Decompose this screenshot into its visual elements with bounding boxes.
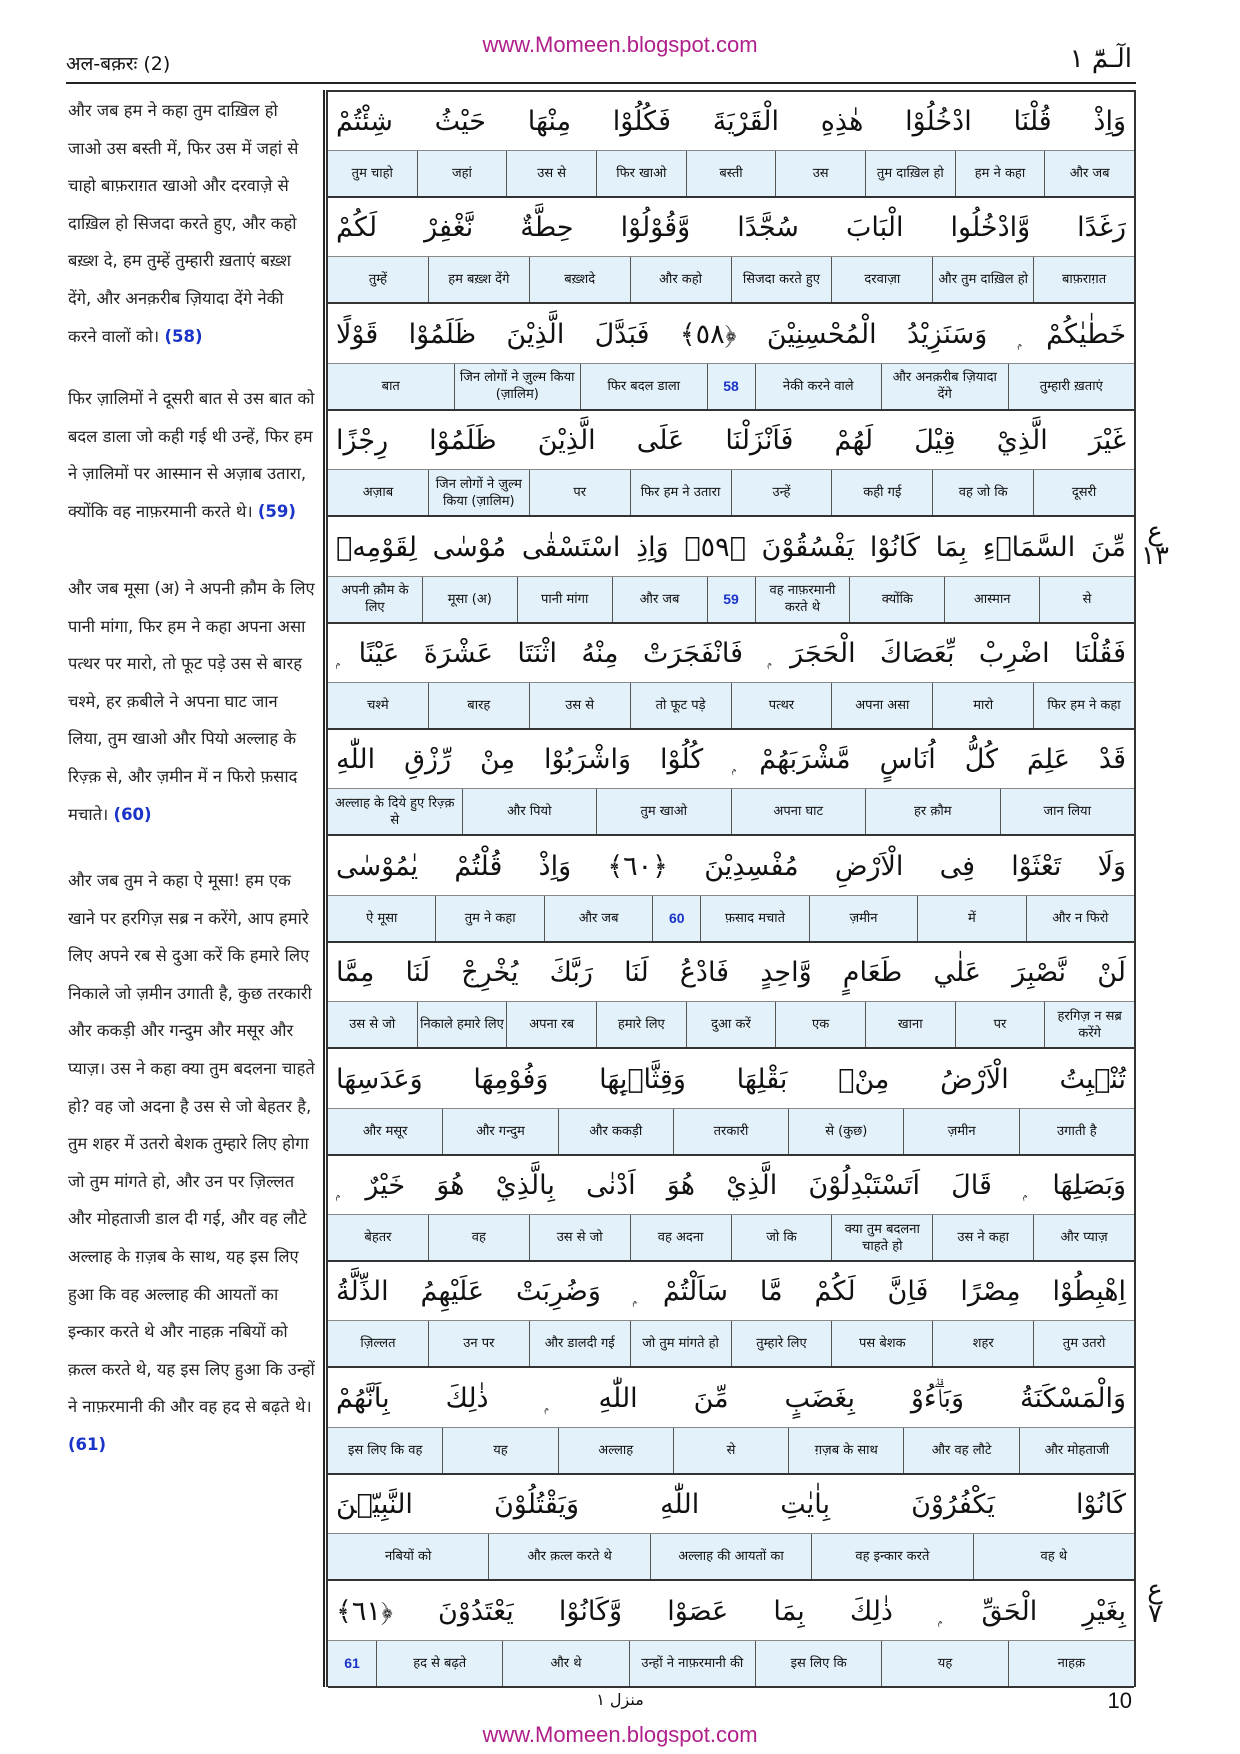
translation-paragraph-61: और जब तुम ने कहा ऐ मूसा! हम एक खाने पर हरगिज़ सब्र न करेंगे, आप हमारे लिए अपने रब से दुआ करें कि हमारे लिए निकाले जो ज़मीन उगाती है, कुछ तरकारी और ककड़ी और गन्दुम और मसूर और प्याज़। उस ने कहा क्या तुम बदलना चाहते हो? वह जो अदना है उस से जो बेहतर है, तुम शहर में उतरो बेशक तुम्हारे लिए होगा जो तुम मांगते हो, और उन पर ज़िल्लत और मोहताजी डाल दी गई, और वह लौटे अल्लाह के ग़ज़ब के साथ, यह इस लिए हुआ कि वह अल्लाह की आयतों का इन्कार करते थे और नाहक़ नबियों को क़त्ल करते थे, यह इस लिए हुआ कि उन्हों ने नाफ़रमानी की और वह हद से बढ़ते थे। (61) [68, 871, 315, 1454]
meaning-row [328, 896, 1134, 943]
meaning-cell: हर क़ौम [865, 789, 1000, 834]
meaning-cell: से [1039, 577, 1134, 622]
meaning-cell: वह नाफ़रमानी करते थे [755, 577, 850, 622]
meaning-cell: वह जो कि [932, 470, 1033, 515]
verse-number: (60) [113, 804, 152, 824]
meaning-row [328, 577, 1134, 624]
meaning-cell: यह [442, 1428, 557, 1473]
meaning-cell: और क़त्ल करते थे [488, 1534, 649, 1579]
meaning-cell: फिर खाओ [596, 151, 686, 196]
meaning-cell: क्योंकि [849, 577, 944, 622]
meaning-cell: और गन्दुम [442, 1109, 557, 1154]
meaning-cell: ज़मीन [903, 1109, 1018, 1154]
meaning-cell: पर [955, 1002, 1045, 1047]
meaning-cell: हम बख़्श देंगे [428, 257, 529, 302]
meaning-cell: उस से [506, 151, 596, 196]
meaning-cell: अपना असा [831, 683, 932, 728]
arabic-line: وَبَصَلِهَا ۭ قَالَ اَتَسْتَبْدِلُوْنَ الَّذِيْ هُوَ اَدْنٰى بِالَّذِيْ هُوَ خَيْرٌ ۭ [328, 1156, 1134, 1215]
ruku-mark: ع ۱۳ [1141, 517, 1169, 571]
meaning-cell: मूसा (अ) [422, 577, 517, 622]
header-rule [66, 82, 1136, 84]
arabic-line: فَقُلْنَا اضْرِبْ بِّعَصَاكَ الْحَجَرَ ۭ فَانْفَجَرَتْ مِنْهُ اثْنَتَا عَشْرَةَ عَيْنًا ۭ [328, 624, 1134, 683]
meaning-cell: और अनक़रीब ज़ियादा देंगे [881, 364, 1008, 409]
meaning-cell: उन्हों ने नाफ़रमानी की [629, 1641, 755, 1686]
arabic-line: كَانُوْا يَكْفُرُوْنَ بِاٰيٰتِ اللّٰهِ وَيَقْتُلُوْنَ النَّبِيّٖنَ [328, 1475, 1134, 1534]
meaning-cell: सिजदा करते हुए [731, 257, 832, 302]
meaning-cell: बाफ़राग़त [1033, 257, 1134, 302]
meaning-cell: ऐ मूसा [366, 910, 398, 926]
meaning-cell: और प्याज़ [1033, 1215, 1134, 1260]
meaning-cell: शहर [932, 1321, 1033, 1366]
meaning-cell: आस्मान [944, 577, 1039, 622]
translation-paragraph-59: फिर ज़ालिमों ने दूसरी बात से उस बात को बदल डाला जो कही गई थी उन्हें, फिर हम ने ज़ालिमों पर आस्मान से अज़ाब उतारा, क्योंकि वह नाफ़रमानी करते थे। (59) [68, 389, 315, 521]
meaning-row [328, 470, 1134, 517]
meaning-row [328, 1002, 1134, 1049]
verse-number-cell: 59 [707, 577, 755, 622]
meaning-cell: तुम दाख़िल हो [865, 151, 955, 196]
meaning-cell: फिर हम ने कहा [1033, 683, 1134, 728]
meaning-cell: जो कि [731, 1215, 832, 1260]
meaning-row [328, 683, 1134, 730]
arabic-line: مِّنَ السَّمَاۗءِ بِمَا كَانُوْا يَفْسُقُوْنَ ﴿٥٩﴾ وَاِذِ اسْتَسْقٰى مُوْسٰى لِقَوْمِهٖ [328, 518, 1134, 577]
translation-paragraph-60: और जब मूसा (अ) ने अपनी क़ौम के लिए पानी मांगा, फिर हम ने कहा अपना असा पत्थर पर मारो, तो फूट पड़े उस से बारह चश्मे, हर क़बीले ने अपना घाट जान लिया, तुम खाओ और पियो अल्लाह के रिज़्क़ से, और ज़मीन में न फिरो फ़साद मचाते। (60) [68, 579, 315, 824]
arabic-line: قَدْ عَلِمَ كُلُّ اُنَاسٍ مَّشْرَبَهُمْ ۭ كُلُوْا وَاشْرَبُوْا مِنْ رِّزْقِ اللّٰهِ [328, 730, 1134, 789]
meaning-cell: और जब [544, 896, 652, 941]
meaning-cell: जहां [417, 151, 507, 196]
meaning-row [328, 1215, 1134, 1262]
meaning-cell: कही गई [831, 470, 932, 515]
meaning-cell: यह [881, 1641, 1007, 1686]
meaning-cell: अल्लाह की आयतों का [650, 1534, 811, 1579]
meaning-cell: ज़िल्लत [360, 1336, 396, 1352]
meaning-cell: वह इन्कार करते [811, 1534, 972, 1579]
meaning-cell: इस लिए कि वह [347, 1442, 423, 1458]
meaning-cell: उन्हें [731, 470, 832, 515]
meaning-cell: जो तुम मांगते हो [630, 1321, 731, 1366]
meaning-cell: अज़ाब [362, 485, 394, 501]
meaning-cell: तुम्हें [368, 272, 388, 288]
meaning-cell: जान लिया [1000, 789, 1135, 834]
meaning-cell: और मोहताजी [1019, 1428, 1134, 1473]
meaning-cell: एक [775, 1002, 865, 1047]
meaning-cell: क्या तुम बदलना चाहते हो [831, 1215, 932, 1260]
meaning-cell: पानी मांगा [517, 577, 612, 622]
meaning-cell: निकाले हमारे लिए [417, 1002, 507, 1047]
meaning-cell: मारो [932, 683, 1033, 728]
meaning-cell: बात [381, 378, 400, 394]
meaning-cell: से (कुछ) [788, 1109, 903, 1154]
meaning-cell: और ककड़ी [558, 1109, 673, 1154]
meaning-cell: तुम ने कहा [435, 896, 543, 941]
meaning-cell: उस ने कहा [932, 1215, 1033, 1260]
meaning-cell: तुम उतरो [1033, 1321, 1134, 1366]
meaning-cell: उस से जो [349, 1017, 396, 1033]
meaning-cell: खाना [865, 1002, 955, 1047]
meaning-cell: जिन लोगों ने ज़ुल्म किया (ज़ालिम) [454, 364, 581, 409]
meaning-cell: वह अदना [630, 1215, 731, 1260]
meaning-cell: और पियो [462, 789, 597, 834]
translation-paragraph-58: और जब हम ने कहा तुम दाख़िल हो जाओ उस बस्ती में, फिर उस में जहां से चाहो बाफ़राग़त खाओ और दरवाज़े से दाख़िल हो सिजदा करते हुए, और कहो बख़्श दे, हम तुम्हें तुम्हारी ख़ताएं बख़्श देंगे, और अनक़रीब ज़ियादा देंगे नेकी करने वालों को। (58) [68, 101, 299, 346]
meaning-cell: तरकारी [673, 1109, 788, 1154]
meaning-cell: पर [529, 470, 630, 515]
meaning-row [328, 1428, 1134, 1475]
meaning-cell: और तुम दाख़िल हो [932, 257, 1033, 302]
meaning-row [328, 1534, 1134, 1581]
arabic-line: تُنْۢبِتُ الْاَرْضُ مِنْۢ بَقْلِهَا وَقِثَّاۗىِٕهَا وَفُوْمِهَا وَعَدَسِهَا [328, 1050, 1134, 1109]
meaning-cell: और डालदी गई [529, 1321, 630, 1366]
meaning-cell: फ़साद मचाते [700, 896, 808, 941]
meaning-cell: दूसरी [1033, 470, 1134, 515]
verse-number-cell: 61 [344, 1654, 360, 1671]
meaning-cell: फिर हम ने उतारा [630, 470, 731, 515]
meaning-row [328, 1641, 1134, 1688]
page-number: 10 [1107, 1688, 1132, 1713]
meaning-cell: अल्लाह [558, 1428, 673, 1473]
translation-column [66, 92, 316, 1692]
meaning-cell: तुम्हारी ख़ताएं [1008, 364, 1135, 409]
meaning-cell: इस लिए कि [755, 1641, 881, 1686]
meaning-cell: बस्ती [686, 151, 776, 196]
meaning-cell: ग़ज़ब के साथ [788, 1428, 903, 1473]
meaning-cell: हरगिज़ न सब्र करेंगे [1044, 1002, 1134, 1047]
arabic-line: اِهْبِطُوْا مِصْرًا فَاِنَّ لَكُمْ مَّا سَاَلْتُمْ ۭ وَضُرِبَتْ عَلَيْهِمُ الذِّلَّةُ [328, 1262, 1134, 1321]
arabic-line: رَغَدًا وَّادْخُلُوا الْبَابَ سُجَّدًا وَّقُوْلُوْا حِطَّةٌ نَّغْفِرْ لَكُمْ [328, 198, 1134, 257]
meaning-cell: जिन लोगों ने ज़ुल्म किया (ज़ालिम) [428, 470, 529, 515]
meaning-cell: अल्लाह के दिये हुए रिज़्क़ से [335, 795, 455, 828]
site-url-top[interactable]: www.Momeen.blogspot.com [482, 32, 758, 57]
meaning-cell: तुम्हारे लिए [731, 1321, 832, 1366]
meaning-cell: बख़्शदे [529, 257, 630, 302]
meaning-cell: अपनी क़ौम के लिए [341, 583, 409, 616]
meaning-cell: और मसूर [362, 1123, 408, 1139]
verse-number: (58) [164, 326, 203, 346]
meaning-cell: नबियों को [384, 1549, 432, 1565]
meaning-cell: वह थे [973, 1534, 1134, 1579]
verse-number-cell: 60 [652, 896, 700, 941]
meaning-cell: हमारे लिए [596, 1002, 686, 1047]
meaning-row [328, 1109, 1134, 1156]
surah-title-hindi: अल-बक़रः (2) [66, 53, 171, 75]
meaning-cell: उस से जो [529, 1215, 630, 1260]
meaning-cell: से [673, 1428, 788, 1473]
meaning-cell: हम ने कहा [955, 151, 1045, 196]
arabic-line: لَنْ نَّصْبِرَ عَلٰي طَعَامٍ وَّاحِدٍ فَادْعُ لَنَا رَبَّكَ يُخْرِجْ لَنَا مِمَّا [328, 943, 1134, 1002]
meaning-cell: और न फिरो [1026, 896, 1134, 941]
manzil-label: منزل ۱ [596, 1690, 644, 1709]
arabic-line: غَيْرَ الَّذِيْ قِيْلَ لَهُمْ فَاَنْزَلْنَا عَلَى الَّذِيْنَ ظَلَمُوْا رِجْزًا [328, 411, 1134, 470]
meaning-row [328, 789, 1134, 836]
meaning-cell: दरवाज़ा [831, 257, 932, 302]
meaning-cell: और कहो [630, 257, 731, 302]
arabic-line: وَلَا تَعْثَوْا فِى الْاَرْضِ مُفْسِدِيْنَ ﴿٦٠﴾ وَاِذْ قُلْتُمْ يٰمُوْسٰى [328, 837, 1134, 896]
meaning-cell: तुम चाहो [351, 166, 393, 181]
meaning-row [328, 1321, 1134, 1368]
meaning-row [328, 151, 1134, 198]
meaning-cell: ज़मीन [809, 896, 917, 941]
meaning-cell: उगाती है [1019, 1109, 1134, 1154]
meaning-cell: उन पर [428, 1321, 529, 1366]
meaning-cell: बारह [428, 683, 529, 728]
meaning-cell: नेकी करने वाले [755, 364, 882, 409]
meaning-cell: और जब [1044, 151, 1134, 196]
juz-title-arabic: الٓـمّٓ ۱ [1069, 44, 1132, 74]
column-divider [323, 90, 325, 1687]
verse-number-cell: 58 [707, 364, 755, 409]
verse-number: (59) [257, 501, 296, 521]
meaning-row [328, 257, 1134, 304]
meaning-cell: चश्मे [367, 698, 389, 713]
meaning-cell: अपना रब [506, 1002, 596, 1047]
meaning-cell: वह [428, 1215, 529, 1260]
meaning-row [328, 364, 1134, 411]
meaning-cell: हद से बढ़ते [376, 1641, 502, 1686]
ruku-mark: ع ۷ [1147, 1575, 1163, 1629]
meaning-cell: और जब [612, 577, 707, 622]
meaning-cell: तो फूट पड़े [630, 683, 731, 728]
meaning-cell: पस बेशक [831, 1321, 932, 1366]
meaning-cell: उस [775, 151, 865, 196]
verse-number: (61) [68, 1434, 107, 1454]
meaning-cell: में [917, 896, 1025, 941]
meaning-cell: दुआ करें [686, 1002, 776, 1047]
meaning-cell: तुम खाओ [596, 789, 731, 834]
word-by-word-table [326, 90, 1136, 1687]
arabic-line: بِغَيْرِ الْحَقِّ ۭ ذٰلِكَ بِمَا عَصَوْا وَّكَانُوْا يَعْتَدُوْنَ ﴿٦١﴾ [328, 1582, 1134, 1641]
arabic-line: وَاِذْ قُلْنَا ادْخُلُوْا هٰذِهِ الْقَرْيَةَ فَكُلُوْا مِنْهَا حَيْثُ شِئْتُمْ [328, 92, 1134, 151]
meaning-cell: और थे [502, 1641, 628, 1686]
meaning-cell: अपना घाट [731, 789, 866, 834]
arabic-line: خَطٰيٰكُمْ ۭ وَسَنَزِيْدُ الْمُحْسِنِيْنَ ﴿٥٨﴾ فَبَدَّلَ الَّذِيْنَ ظَلَمُوْا قَوْلًا [328, 305, 1134, 364]
meaning-cell: नाहक़ [1008, 1641, 1134, 1686]
meaning-cell: और वह लौटे [903, 1428, 1018, 1473]
meaning-cell: उस से [529, 683, 630, 728]
meaning-cell: फिर बदल डाला [580, 364, 707, 409]
meaning-cell: बेहतर [364, 1230, 392, 1245]
arabic-line: وَالْمَسْكَنَةُ وَبَاۗءُوْ بِغَضَبٍ مِّنَ اللّٰهِ ۭ ذٰلِكَ بِاَنَّهُمْ [328, 1369, 1134, 1428]
meaning-cell: पत्थर [731, 683, 832, 728]
site-url-bottom[interactable]: www.Momeen.blogspot.com [482, 1722, 758, 1747]
